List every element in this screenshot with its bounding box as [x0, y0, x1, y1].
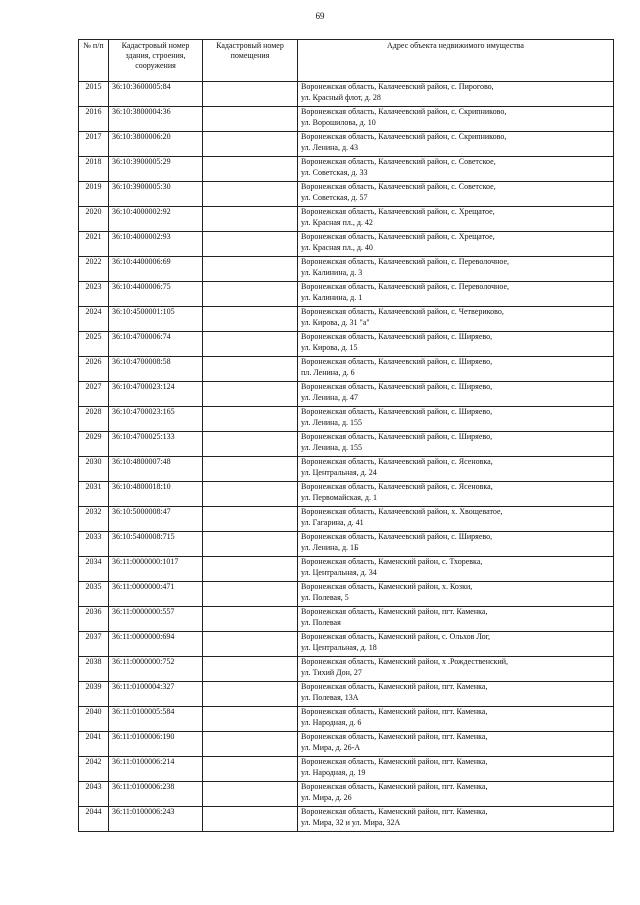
cadastral-number: 36:11:0100005:584: [109, 707, 203, 732]
property-registry-table: [78, 39, 614, 832]
address-cell: [298, 282, 614, 307]
address-cell: [298, 782, 614, 807]
address-line-1: Воронежская область, Каменский район, с. Ольхов Лог,: [301, 632, 491, 641]
address-line-1: Воронежская область, Каменский район, пгт. Каменка,: [301, 707, 488, 716]
table-row: [79, 332, 614, 357]
address-cell: [298, 457, 614, 482]
cadastral-number: 36:11:0000000:471: [109, 582, 203, 607]
cadastral-number: 36:11:0100006:238: [109, 782, 203, 807]
address-line-1: Воронежская область, Калачеевский район, с. Хрещатое,: [301, 232, 495, 241]
address-line-2: ул. Красная пл., д. 40: [301, 243, 373, 252]
address-cell: [298, 157, 614, 182]
table-row: [79, 132, 614, 157]
cadastral-number: 36:10:5000008:47: [109, 507, 203, 532]
address-line-1: Воронежская область, Калачеевский район, с. Ширяево,: [301, 407, 493, 416]
cadastral-number: 36:11:0000000:752: [109, 657, 203, 682]
cadastral-number: 36:10:4800007:48: [109, 457, 203, 482]
room-cadastral-number: [203, 257, 298, 282]
row-number: 2040: [79, 707, 109, 732]
row-number: 2015: [79, 82, 109, 107]
table-row: [79, 207, 614, 232]
table-row: [79, 282, 614, 307]
address-line-1: Воронежская область, Каменский район, х. Козки,: [301, 582, 473, 591]
cadastral-number: 36:11:0000000:1017: [109, 557, 203, 582]
address-line-2: пл. Ленина, д. 6: [301, 368, 355, 377]
address-cell: [298, 532, 614, 557]
row-number: 2031: [79, 482, 109, 507]
table-row: [79, 507, 614, 532]
address-cell: [298, 482, 614, 507]
address-cell: [298, 182, 614, 207]
room-cadastral-number: [203, 582, 298, 607]
address-line-1: Воронежская область, Каменский район, пгт. Каменка,: [301, 682, 488, 691]
header-number: № п/п: [79, 40, 109, 82]
table-row: [79, 557, 614, 582]
table-row: [79, 382, 614, 407]
room-cadastral-number: [203, 657, 298, 682]
address-line-1: Воронежская область, Калачеевский район, с. Переволочное,: [301, 282, 510, 291]
address-cell: [298, 557, 614, 582]
cadastral-number: 36:10:3600005:84: [109, 82, 203, 107]
room-cadastral-number: [203, 82, 298, 107]
cadastral-number: 36:10:4700025:133: [109, 432, 203, 457]
table-row: [79, 307, 614, 332]
address-cell: [298, 757, 614, 782]
cadastral-number: 36:10:4500001:105: [109, 307, 203, 332]
cadastral-number: 36:11:0100006:243: [109, 807, 203, 832]
address-line-1: Воронежская область, Калачеевский район, с. Хрещатое,: [301, 207, 495, 216]
room-cadastral-number: [203, 807, 298, 832]
row-number: 2039: [79, 682, 109, 707]
row-number: 2023: [79, 282, 109, 307]
header-address: Адрес объекта недвижимого имущества: [298, 40, 614, 82]
address-line-1: Воронежская область, Калачеевский район, с. Ясеновка,: [301, 457, 493, 466]
cadastral-number: 36:10:3900005:30: [109, 182, 203, 207]
row-number: 2019: [79, 182, 109, 207]
cadastral-number: 36:10:4700008:58: [109, 357, 203, 382]
address-cell: [298, 432, 614, 457]
address-cell: [298, 407, 614, 432]
table-row: [79, 457, 614, 482]
table-row: [79, 657, 614, 682]
address-line-2: ул. Ленина, д. 43: [301, 143, 359, 152]
cadastral-number: 36:11:0000000:557: [109, 607, 203, 632]
room-cadastral-number: [203, 207, 298, 232]
row-number: 2035: [79, 582, 109, 607]
address-line-1: Воронежская область, Калачеевский район, с. Ширяево,: [301, 432, 493, 441]
address-line-2: ул. Кирова, д. 31 "а": [301, 318, 370, 327]
room-cadastral-number: [203, 107, 298, 132]
table-header-row: [79, 40, 614, 82]
address-cell: [298, 132, 614, 157]
row-number: 2021: [79, 232, 109, 257]
cadastral-number: 36:10:3800006:20: [109, 132, 203, 157]
room-cadastral-number: [203, 157, 298, 182]
address-line-1: Воронежская область, Каменский район, пгт. Каменка,: [301, 807, 488, 816]
address-line-2: ул. Красный флот, д. 28: [301, 93, 381, 102]
address-cell: [298, 657, 614, 682]
address-cell: [298, 332, 614, 357]
address-line-2: ул. Калинина, д. 1: [301, 293, 363, 302]
address-line-1: Воронежская область, Калачеевский район, с. Скрипниково,: [301, 132, 507, 141]
address-cell: [298, 107, 614, 132]
address-cell: [298, 207, 614, 232]
cadastral-number: 36:10:4800018:10: [109, 482, 203, 507]
address-line-2: ул. Первомайская, д. 1: [301, 493, 377, 502]
table-row: [79, 807, 614, 832]
row-number: 2025: [79, 332, 109, 357]
row-number: 2029: [79, 432, 109, 457]
room-cadastral-number: [203, 782, 298, 807]
room-cadastral-number: [203, 532, 298, 557]
cadastral-number: 36:10:5400008:715: [109, 532, 203, 557]
address-line-1: Воронежская область, Калачеевский район, с. Ясеновка,: [301, 482, 493, 491]
header-cadastral-number: Кадастровый номер здания, строения, сооружения: [109, 40, 203, 82]
table-row: [79, 607, 614, 632]
cadastral-number: 36:11:0100006:214: [109, 757, 203, 782]
address-line-2: ул. Советская, д. 33: [301, 168, 368, 177]
address-line-2: ул. Полевая, 5: [301, 593, 349, 602]
address-line-1: Воронежская область, Калачеевский район, с. Пирогово,: [301, 82, 494, 91]
address-line-2: ул. Мира, д. 26-А: [301, 743, 361, 752]
row-number: 2022: [79, 257, 109, 282]
cadastral-number: 36:11:0000000:694: [109, 632, 203, 657]
room-cadastral-number: [203, 132, 298, 157]
table-row: [79, 407, 614, 432]
address-cell: [298, 507, 614, 532]
table-row: [79, 632, 614, 657]
cadastral-number: 36:10:4000002:93: [109, 232, 203, 257]
row-number: 2034: [79, 557, 109, 582]
address-line-1: Воронежская область, Калачеевский район, с. Ширяево,: [301, 532, 493, 541]
cadastral-number: 36:11:0100004:327: [109, 682, 203, 707]
address-cell: [298, 632, 614, 657]
address-line-2: ул. Центральная, д. 18: [301, 643, 377, 652]
cadastral-number: 36:10:4000002:92: [109, 207, 203, 232]
table-body: [79, 82, 614, 832]
room-cadastral-number: [203, 357, 298, 382]
address-line-1: Воронежская область, Калачеевский район, х. Хвощеватое,: [301, 507, 503, 516]
address-line-2: ул. Ленина, д. 47: [301, 393, 359, 402]
row-number: 2027: [79, 382, 109, 407]
table-row: [79, 482, 614, 507]
address-cell: [298, 682, 614, 707]
table-row: [79, 257, 614, 282]
address-line-1: Воронежская область, Калачеевский район, с. Ширяево,: [301, 382, 493, 391]
address-line-1: Воронежская область, Каменский район, пгт. Каменка,: [301, 782, 488, 791]
room-cadastral-number: [203, 507, 298, 532]
row-number: 2017: [79, 132, 109, 157]
row-number: 2020: [79, 207, 109, 232]
table-row: [79, 357, 614, 382]
row-number: 2032: [79, 507, 109, 532]
address-cell: [298, 382, 614, 407]
table-row: [79, 782, 614, 807]
address-line-1: Воронежская область, Калачеевский район, с. Переволочное,: [301, 257, 510, 266]
cadastral-number: 36:10:4400006:75: [109, 282, 203, 307]
address-line-2: ул. Полевая, 13А: [301, 693, 359, 702]
address-cell: [298, 232, 614, 257]
cadastral-number: 36:10:4700023:124: [109, 382, 203, 407]
address-line-2: ул. Ворошилова, д. 10: [301, 118, 376, 127]
address-cell: [298, 732, 614, 757]
table-row: [79, 707, 614, 732]
address-line-2: ул. Полевая: [301, 618, 341, 627]
row-number: 2018: [79, 157, 109, 182]
table-row: [79, 682, 614, 707]
row-number: 2038: [79, 657, 109, 682]
address-line-1: Воронежская область, Каменский район, х .Рождественский,: [301, 657, 509, 666]
row-number: 2043: [79, 782, 109, 807]
address-cell: [298, 582, 614, 607]
address-cell: [298, 357, 614, 382]
room-cadastral-number: [203, 732, 298, 757]
room-cadastral-number: [203, 332, 298, 357]
address-cell: [298, 607, 614, 632]
table-row: [79, 732, 614, 757]
address-line-2: ул. Мира, д. 26: [301, 793, 352, 802]
row-number: 2026: [79, 357, 109, 382]
address-cell: [298, 82, 614, 107]
room-cadastral-number: [203, 282, 298, 307]
room-cadastral-number: [203, 432, 298, 457]
header-room-cadastral-number: Кадастровый номер помещения: [203, 40, 298, 82]
row-number: 2036: [79, 607, 109, 632]
room-cadastral-number: [203, 382, 298, 407]
table-row: [79, 582, 614, 607]
room-cadastral-number: [203, 457, 298, 482]
address-line-2: ул. Калинина, д. 3: [301, 268, 363, 277]
row-number: 2030: [79, 457, 109, 482]
room-cadastral-number: [203, 232, 298, 257]
address-line-1: Воронежская область, Калачеевский район, с. Советское,: [301, 182, 496, 191]
address-line-2: ул. Ленина, д. 1Б: [301, 543, 359, 552]
address-line-1: Воронежская область, Каменский район, с. Тхоревка,: [301, 557, 483, 566]
cadastral-number: 36:10:4700006:74: [109, 332, 203, 357]
row-number: 2037: [79, 632, 109, 657]
address-line-1: Воронежская область, Калачеевский район, с. Советское,: [301, 157, 496, 166]
cadastral-number: 36:10:4700023:165: [109, 407, 203, 432]
row-number: 2041: [79, 732, 109, 757]
room-cadastral-number: [203, 557, 298, 582]
address-line-2: ул. Красная пл., д. 42: [301, 218, 373, 227]
room-cadastral-number: [203, 307, 298, 332]
table-row: [79, 107, 614, 132]
address-line-1: Воронежская область, Калачеевский район, с. Скрипниково,: [301, 107, 507, 116]
address-line-2: ул. Кирова, д. 15: [301, 343, 358, 352]
address-line-2: ул. Тихий Дон, 27: [301, 668, 362, 677]
table-row: [79, 532, 614, 557]
room-cadastral-number: [203, 482, 298, 507]
table-row: [79, 182, 614, 207]
address-cell: [298, 807, 614, 832]
address-line-1: Воронежская область, Каменский район, пгт. Каменка,: [301, 607, 488, 616]
row-number: 2033: [79, 532, 109, 557]
address-cell: [298, 307, 614, 332]
address-line-2: ул. Советская, д. 57: [301, 193, 368, 202]
address-line-2: ул. Центральная, д. 34: [301, 568, 377, 577]
address-line-2: ул. Ленина, д. 155: [301, 418, 363, 427]
cadastral-number: 36:11:0100006:190: [109, 732, 203, 757]
room-cadastral-number: [203, 682, 298, 707]
row-number: 2016: [79, 107, 109, 132]
address-line-2: ул. Народная, д. 6: [301, 718, 362, 727]
address-line-1: Воронежская область, Калачеевский район, с. Ширяево,: [301, 357, 493, 366]
address-line-1: Воронежская область, Калачеевский район, с. Четвериково,: [301, 307, 504, 316]
address-line-2: ул. Мира, 32 и ул. Мира, 32А: [301, 818, 401, 827]
room-cadastral-number: [203, 407, 298, 432]
table-row: [79, 432, 614, 457]
address-line-1: Воронежская область, Каменский район, пгт. Каменка,: [301, 757, 488, 766]
table-row: [79, 232, 614, 257]
row-number: 2042: [79, 757, 109, 782]
address-line-2: ул. Гагарина, д. 41: [301, 518, 364, 527]
room-cadastral-number: [203, 182, 298, 207]
table-row: [79, 157, 614, 182]
address-cell: [298, 707, 614, 732]
room-cadastral-number: [203, 607, 298, 632]
address-line-2: ул. Ленина, д. 155: [301, 443, 363, 452]
address-line-1: Воронежская область, Калачеевский район, с. Ширяево,: [301, 332, 493, 341]
row-number: 2044: [79, 807, 109, 832]
table-row: [79, 82, 614, 107]
cadastral-number: 36:10:3800004:36: [109, 107, 203, 132]
row-number: 2024: [79, 307, 109, 332]
page-number: 69: [315, 11, 325, 21]
address-line-2: ул. Народная, д. 19: [301, 768, 366, 777]
room-cadastral-number: [203, 632, 298, 657]
room-cadastral-number: [203, 757, 298, 782]
address-cell: [298, 257, 614, 282]
address-line-2: ул. Центральная, д. 24: [301, 468, 377, 477]
room-cadastral-number: [203, 707, 298, 732]
row-number: 2028: [79, 407, 109, 432]
cadastral-number: 36:10:4400006:69: [109, 257, 203, 282]
table-row: [79, 757, 614, 782]
cadastral-number: 36:10:3900005:29: [109, 157, 203, 182]
address-line-1: Воронежская область, Каменский район, пгт. Каменка,: [301, 732, 488, 741]
